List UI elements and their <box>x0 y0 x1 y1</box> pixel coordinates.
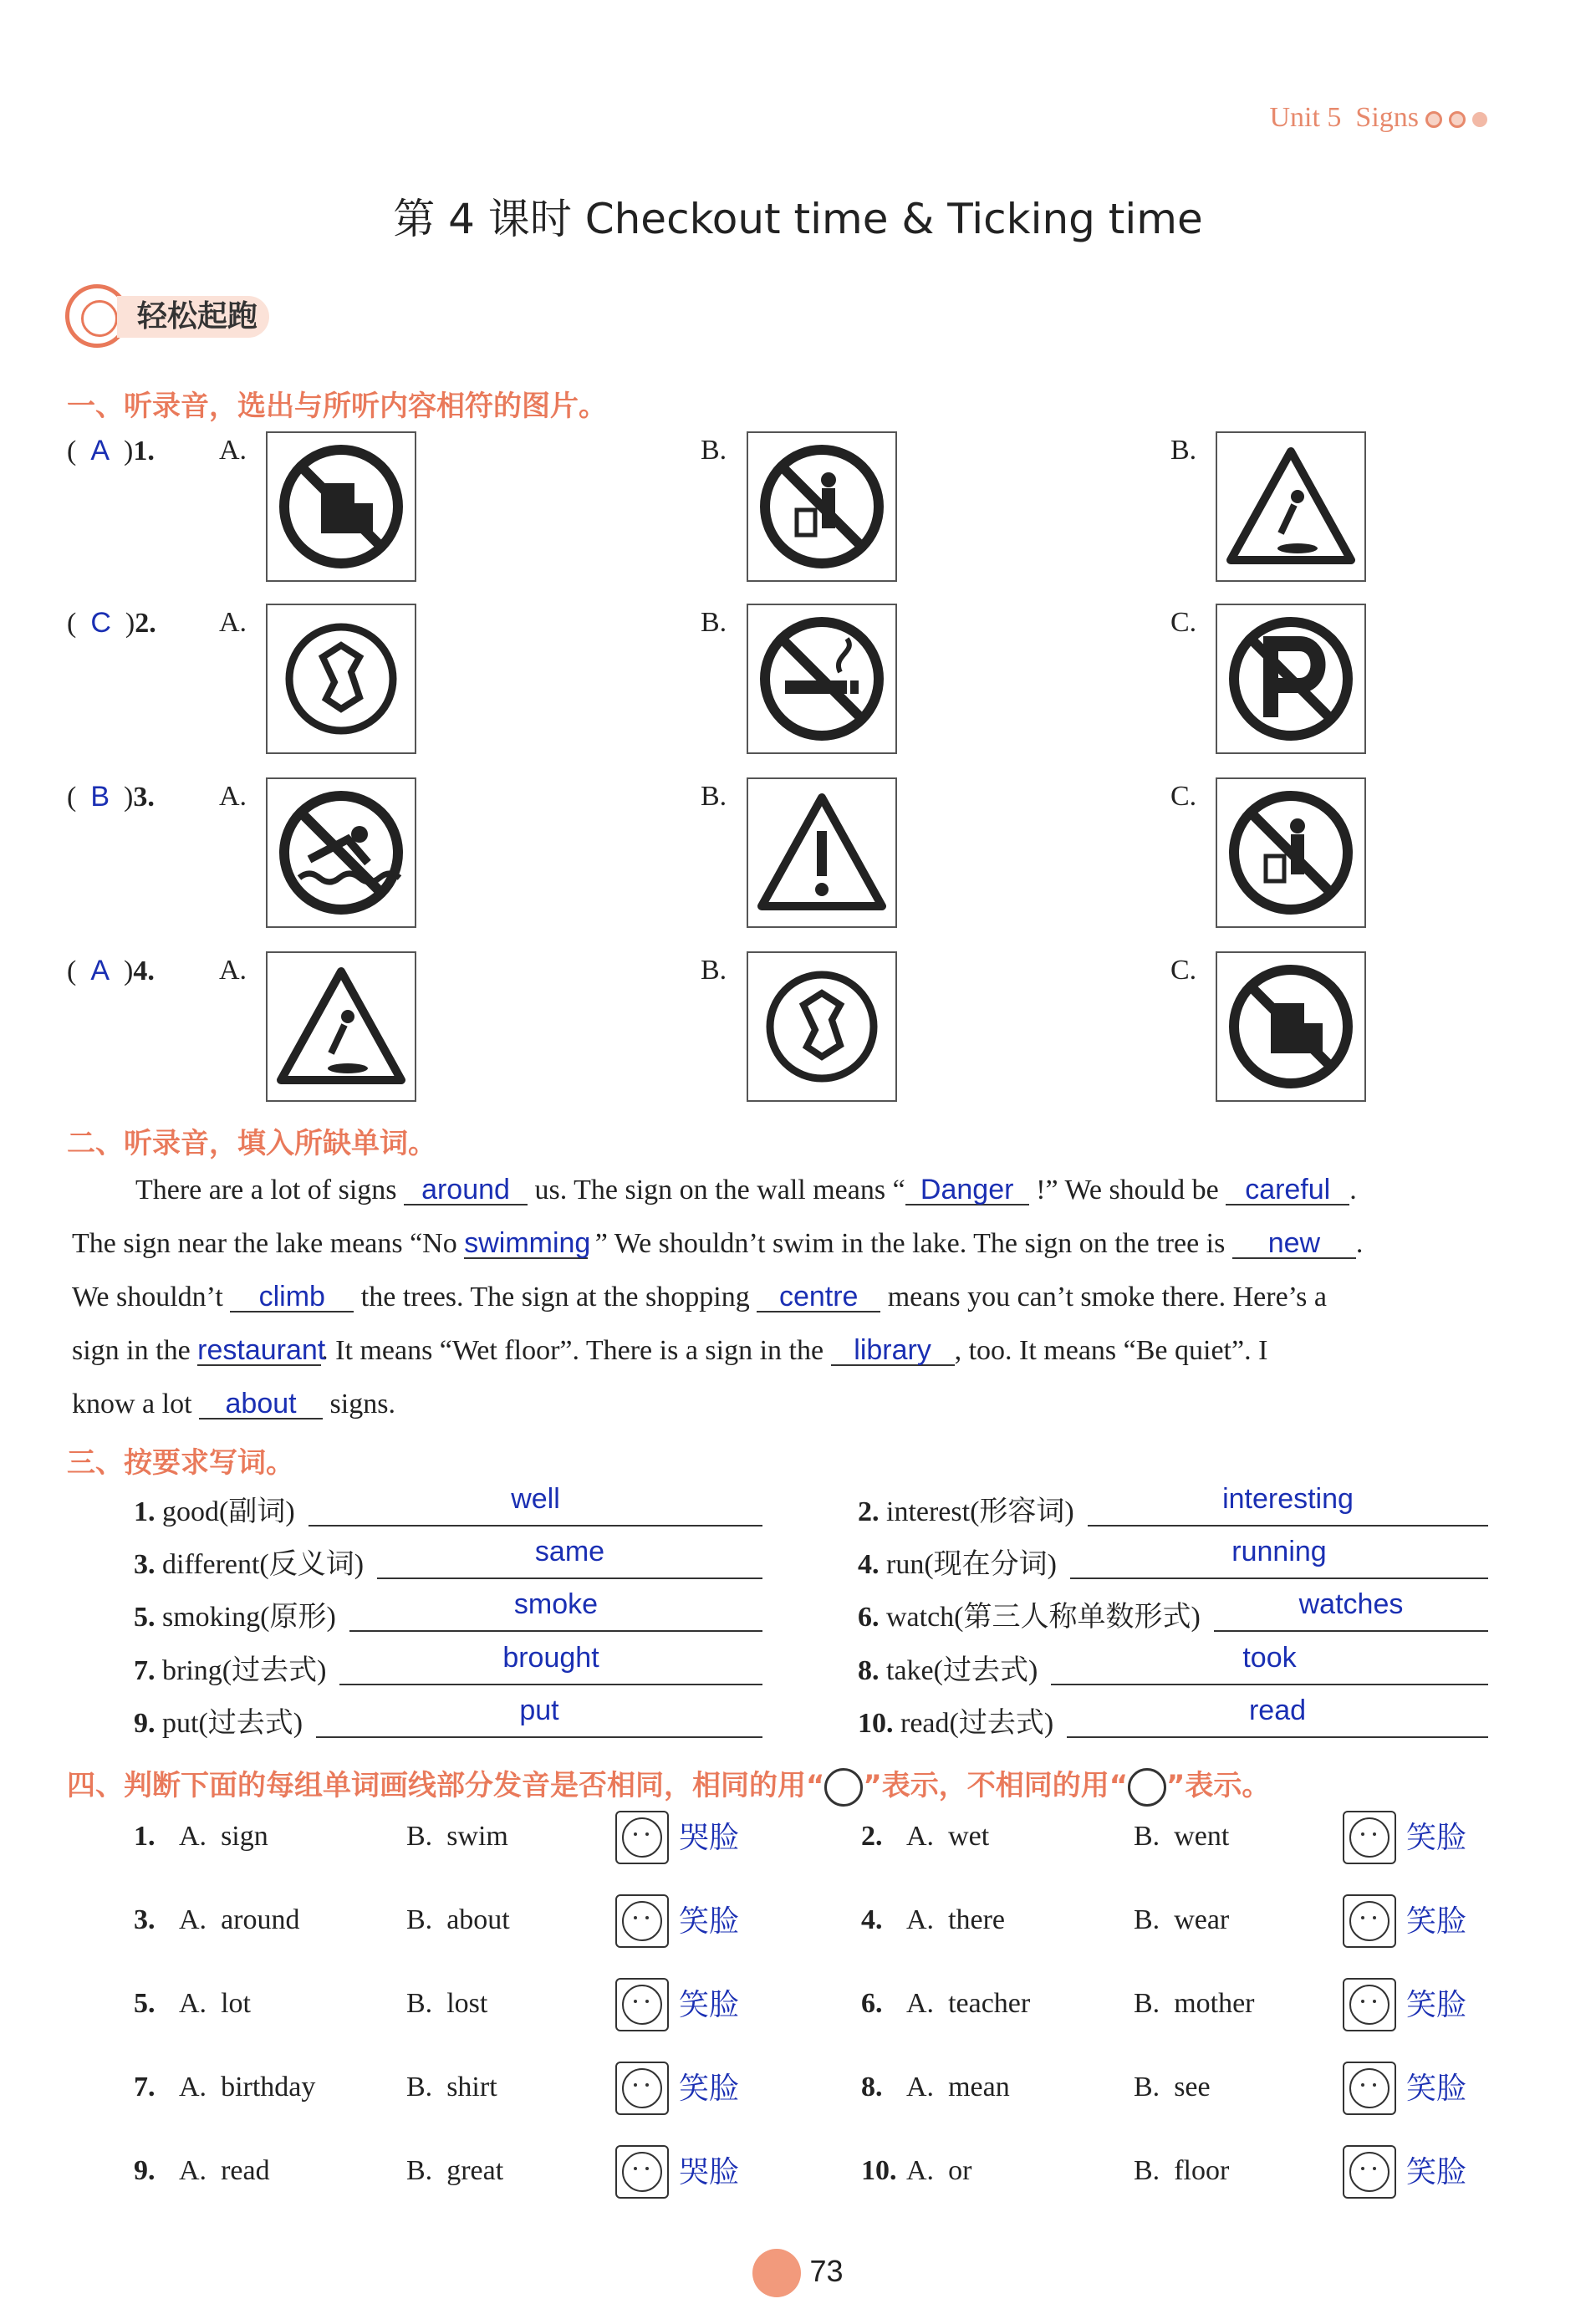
option-label: B. <box>701 435 727 466</box>
word-b: B. went <box>1134 1821 1230 1852</box>
item-number: 8. <box>861 2072 883 2102</box>
no-drinks-icon[interactable] <box>266 431 416 582</box>
word-b: B. see <box>1134 2072 1211 2102</box>
answer-face-label: 笑脸 <box>1406 2072 1467 2106</box>
question-number: 1. <box>133 436 155 466</box>
answer-choice: A <box>90 435 110 466</box>
option-label: C. <box>1170 607 1197 638</box>
word-a: A. or <box>906 2155 972 2186</box>
answer-face-box-icon[interactable] <box>615 2062 669 2115</box>
word-form-item <box>858 1642 1488 1690</box>
word-form-item <box>858 1536 1488 1584</box>
word-b: B. swim <box>406 1821 508 1852</box>
answer-face-box-icon[interactable] <box>615 1894 669 1948</box>
option-label: A. <box>219 607 247 638</box>
item-prompt: smoking(原形) <box>162 1602 336 1633</box>
answer-text: running <box>1231 1536 1327 1567</box>
word-form-item <box>858 1695 1488 1743</box>
answer-face-label: 笑脸 <box>679 1988 740 2022</box>
item-number: 5. <box>134 1988 156 2019</box>
word-a: A. read <box>179 2155 270 2186</box>
answer-blank: around <box>404 1175 528 1205</box>
option-label: A. <box>219 955 247 986</box>
word-b: B. lost <box>406 1988 488 2019</box>
answer-face-box-icon[interactable] <box>615 1811 669 1864</box>
option-label: A. <box>219 781 247 812</box>
no-drinks-icon[interactable] <box>1216 951 1366 1102</box>
question-row: ( A )4. <box>67 955 155 986</box>
answer-blank: restaurant <box>197 1334 326 1366</box>
answer-text: put <box>519 1695 559 1726</box>
answer-face-label: 哭脸 <box>679 1821 740 1855</box>
answer-line <box>1088 1525 1488 1527</box>
answer-face-label: 笑脸 <box>679 1904 740 1939</box>
answer-line <box>1070 1577 1488 1579</box>
cloze-line: know a lot about signs. <box>72 1388 395 1419</box>
signs-label: Signs <box>1355 102 1419 133</box>
answer-line <box>339 1684 762 1685</box>
item-number: 10. <box>858 1708 894 1739</box>
progress-dot-icon <box>1472 112 1487 127</box>
answer-face-label: 笑脸 <box>1406 1988 1467 2022</box>
option-label: A. <box>219 435 247 466</box>
item-number: 4. <box>858 1549 880 1580</box>
item-prompt: take(过去式) <box>886 1655 1038 1686</box>
word-a: A. around <box>179 1904 300 1935</box>
answer-face-box-icon[interactable] <box>615 1978 669 2031</box>
question-row: ( B )3. <box>67 781 155 813</box>
item-prompt: good(副词) <box>162 1496 295 1527</box>
word-b: B. about <box>406 1904 510 1935</box>
word-form-item <box>134 1588 762 1637</box>
word-a: A. mean <box>906 2072 1010 2102</box>
answer-blank: about <box>199 1389 323 1419</box>
answer-choice: A <box>90 955 110 986</box>
item-number: 6. <box>861 1988 883 2019</box>
item-prompt: run(现在分词) <box>886 1549 1057 1580</box>
word-a: A. sign <box>179 1821 268 1852</box>
no-littering-icon[interactable] <box>1216 777 1366 928</box>
answer-face-box-icon[interactable] <box>1343 2062 1396 2115</box>
section-badge-label: 轻松起跑 <box>117 296 269 338</box>
word-b: B. mother <box>1134 1988 1255 2019</box>
item-number: 8. <box>858 1655 880 1686</box>
word-form-item <box>134 1695 762 1743</box>
word-form-item <box>134 1536 762 1584</box>
answer-blank: new <box>1232 1229 1356 1259</box>
cloze-paragraph <box>72 1164 1493 1431</box>
danger-icon[interactable] <box>747 777 897 928</box>
item-prompt: watch(第三人称单数形式) <box>886 1602 1201 1633</box>
answer-face-label: 笑脸 <box>679 2072 740 2106</box>
answer-blank: swimming <box>464 1227 591 1259</box>
item-number: 6. <box>858 1602 880 1633</box>
answer-face-box-icon[interactable] <box>1343 1894 1396 1948</box>
answer-text: same <box>534 1536 605 1567</box>
word-a: A. wet <box>906 1821 990 1852</box>
answer-line <box>1067 1736 1488 1738</box>
no-smoking-icon[interactable] <box>747 604 897 754</box>
answer-face-box-icon[interactable] <box>1343 1978 1396 2031</box>
answer-face-label: 哭脸 <box>679 2155 740 2189</box>
part1-heading: 一、听录音，选出与所听内容相符的图片。 <box>67 390 607 423</box>
answer-face-box-icon[interactable] <box>615 2145 669 2199</box>
page-mascot-icon <box>752 2249 801 2297</box>
option-label: C. <box>1170 781 1197 812</box>
answer-blank: climb <box>230 1282 354 1312</box>
answer-blank: Danger <box>905 1175 1029 1205</box>
item-number: 9. <box>134 2155 156 2186</box>
option-label: C. <box>1170 955 1197 986</box>
cloze-line: There are a lot of signs around us. The sign on the wall means “ Danger !” We should be careful . <box>135 1174 1357 1205</box>
part4-heading: 四、判断下面的每组单词画线部分发音是否相同，相同的用“ ”表示，不相同的用“ ”表示。 <box>67 1762 1270 1807</box>
item-number: 7. <box>134 1655 156 1686</box>
item-number: 3. <box>134 1549 156 1580</box>
recycle-icon[interactable] <box>266 604 416 754</box>
word-b: B. shirt <box>406 2072 497 2102</box>
word-form-item <box>858 1483 1488 1532</box>
unit-header <box>1269 102 1487 134</box>
item-number: 4. <box>861 1904 883 1935</box>
answer-face-box-icon[interactable] <box>1343 2145 1396 2199</box>
answer-choice: C <box>90 607 111 639</box>
item-number: 1. <box>134 1496 156 1527</box>
part2-heading: 二、听录音，填入所缺单词。 <box>67 1127 436 1160</box>
word-a: A. birthday <box>179 2072 316 2102</box>
word-a: A. teacher <box>906 1988 1031 2019</box>
answer-line <box>377 1577 762 1579</box>
word-b: B. floor <box>1134 2155 1230 2186</box>
question-number: 3. <box>133 782 155 813</box>
option-label: B. <box>701 607 727 638</box>
answer-line <box>308 1525 762 1527</box>
item-prompt: read(过去式) <box>900 1708 1054 1739</box>
progress-dot-icon <box>1425 111 1442 128</box>
page-number: 73 <box>0 2249 1596 2297</box>
unit-label: Unit 5 <box>1269 102 1342 133</box>
item-number: 2. <box>858 1496 880 1527</box>
item-number: 7. <box>134 2072 156 2102</box>
answer-text: brought <box>502 1642 599 1674</box>
answer-face-label: 笑脸 <box>1406 1904 1467 1939</box>
answer-line <box>349 1630 762 1632</box>
answer-blank: centre <box>757 1282 880 1312</box>
wet-floor-icon[interactable] <box>266 951 416 1102</box>
item-number: 10. <box>861 2155 897 2186</box>
answer-choice: B <box>90 781 110 813</box>
item-prompt: interest(形容词) <box>886 1496 1074 1527</box>
part3-heading: 三、按要求写词。 <box>67 1446 294 1480</box>
option-label: B. <box>1170 435 1197 466</box>
word-form-item <box>134 1642 762 1690</box>
item-number: 1. <box>134 1821 156 1852</box>
word-a: A. lot <box>179 1988 251 2019</box>
word-a: A. there <box>906 1904 1006 1935</box>
recycle-icon[interactable] <box>747 951 897 1102</box>
progress-dot-icon <box>1449 111 1466 128</box>
no-parking-icon[interactable] <box>1216 604 1366 754</box>
item-prompt: put(过去式) <box>162 1708 303 1739</box>
answer-blank: library <box>831 1336 955 1366</box>
answer-text: took <box>1242 1642 1297 1674</box>
answer-face-label: 笑脸 <box>1406 2155 1467 2189</box>
answer-text: interesting <box>1222 1483 1354 1515</box>
no-swimming-icon[interactable] <box>266 777 416 928</box>
lesson-title: 第 4 课时 Checkout time & Ticking time <box>393 195 1203 243</box>
answer-line <box>1214 1630 1488 1632</box>
cloze-line: The sign near the lake means “No swimming ” We shouldn’t swim in the lake. The sign on the tree is new . <box>72 1227 1364 1259</box>
item-number: 9. <box>134 1708 156 1739</box>
item-number: 3. <box>134 1904 156 1935</box>
answer-text: well <box>511 1483 560 1515</box>
answer-line <box>1051 1684 1488 1685</box>
answer-line <box>316 1736 762 1738</box>
option-label: B. <box>701 781 727 812</box>
answer-text: read <box>1248 1695 1307 1726</box>
item-prompt: different(反义词) <box>162 1549 365 1580</box>
sad-face-icon <box>1128 1768 1166 1807</box>
word-form-item <box>134 1483 762 1532</box>
answer-face-box-icon[interactable] <box>1343 1811 1396 1864</box>
question-number: 2. <box>135 608 156 639</box>
question-number: 4. <box>133 956 155 986</box>
wet-floor-icon[interactable] <box>1216 431 1366 582</box>
question-row: ( A )1. <box>67 435 155 466</box>
smile-face-icon <box>824 1768 863 1807</box>
option-label: B. <box>701 955 727 986</box>
section-badge <box>65 284 291 351</box>
answer-text: watches <box>1298 1588 1404 1620</box>
item-number: 2. <box>861 1821 883 1852</box>
item-number: 5. <box>134 1602 156 1633</box>
word-form-item <box>858 1588 1488 1637</box>
word-b: B. great <box>406 2155 504 2186</box>
word-b: B. wear <box>1134 1904 1230 1935</box>
no-littering-icon[interactable] <box>747 431 897 582</box>
answer-blank: careful <box>1226 1175 1349 1205</box>
answer-text: smoke <box>513 1588 599 1620</box>
question-row: ( C )2. <box>67 607 156 639</box>
item-prompt: bring(过去式) <box>162 1655 327 1686</box>
cloze-line: sign in the restaurant. It means “Wet floor”. There is a sign in the library , too. It means “Be quiet”. I <box>72 1334 1268 1366</box>
answer-face-label: 笑脸 <box>1406 1821 1467 1855</box>
cloze-line: We shouldn’t climb the trees. The sign at the shopping centre means you can’t smoke there. Here’s a <box>72 1281 1327 1312</box>
